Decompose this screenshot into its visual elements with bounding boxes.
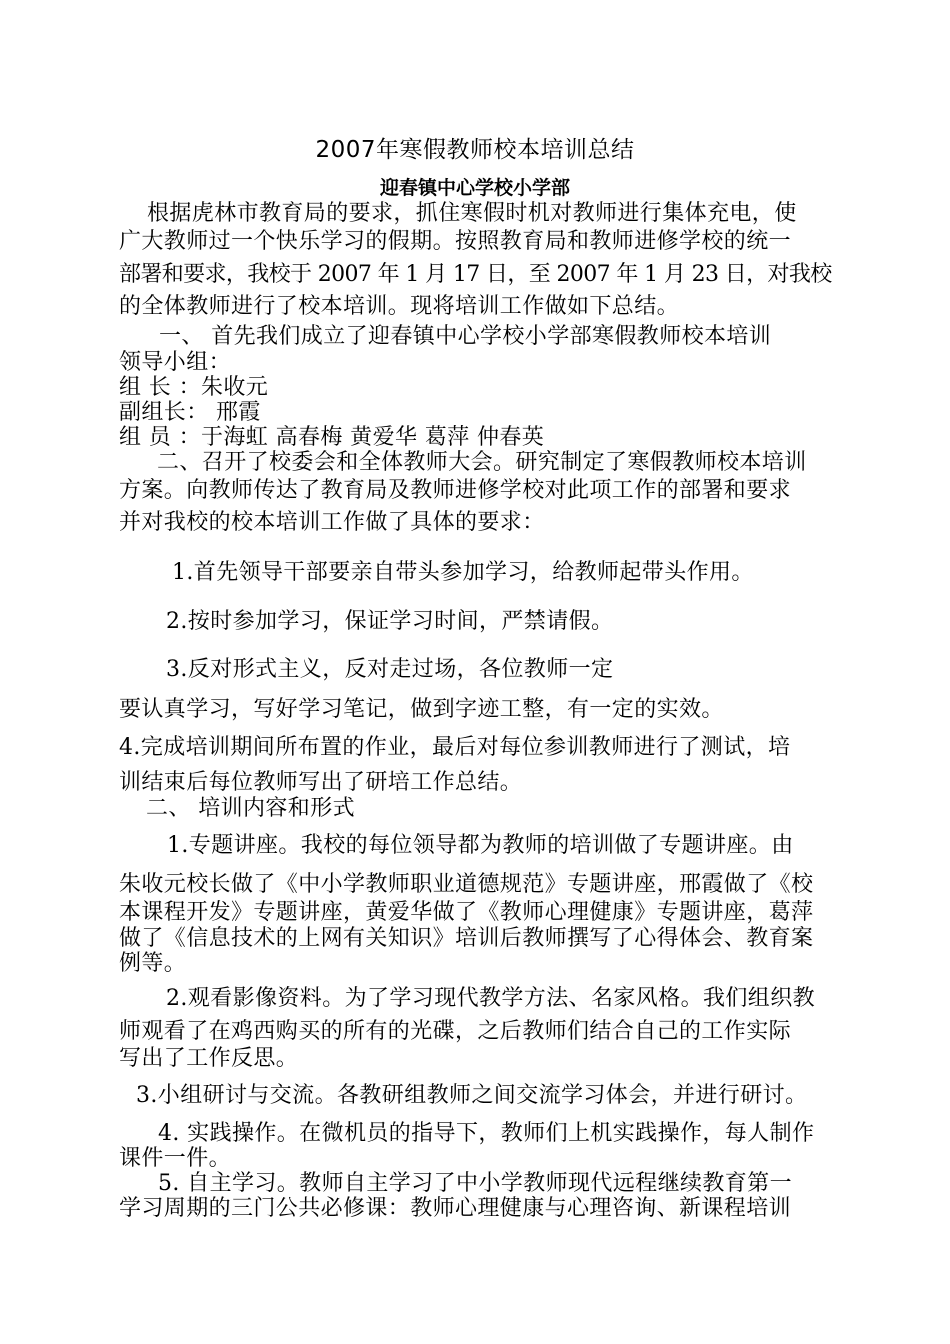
list-item: 2.按时参加学习，保证学习时间，严禁请假。 <box>166 609 614 634</box>
paragraph-line: 做了《信息技术的上网有关知识》培训后教师撰写了心得体会、教育案 <box>119 926 814 951</box>
paragraph-line: 的全体教师进行了校本培训。现将培训工作做如下总结。 <box>119 294 680 319</box>
list-item: 1.专题讲座。我校的每位领导都为教师的培训做了专题讲座。由 <box>167 833 794 858</box>
list-item: 组 员 ：于海虹 高春梅 黄爱华 葛萍 仲春英 <box>119 425 545 450</box>
paragraph-line: 广大教师过一个快乐学习的假期。按照教育局和教师进修学校的统一 <box>119 229 792 254</box>
list-item: 组 长 ：朱收元 <box>119 375 269 400</box>
list-item: 3.反对形式主义，反对走过场，各位教师一定 <box>166 657 614 682</box>
paragraph-line: 部署和要求，我校于 2007 年 1 月 17 日，至 2007 年 1 月 23 日，对我校 <box>119 262 832 287</box>
paragraph-line: 学习周期的三门公共必修课：教师心理健康与心理咨询、新课程培训 <box>119 1196 792 1221</box>
paragraph-line: 方案。向教师传达了教育局及教师进修学校对此项工作的部署和要求 <box>119 478 792 503</box>
paragraph-line: 朱收元校长做了《中小学教师职业道德规范》专题讲座，邢霞做了《校 <box>119 872 814 897</box>
list-item: 2.观看影像资料。为了学习现代教学方法、名家风格。我们组织教 <box>166 986 815 1011</box>
paragraph-line: 写出了工作反思。 <box>119 1046 299 1071</box>
paragraph-line: 课件一件。 <box>119 1146 232 1171</box>
paragraph-line: 训结束后每位教师写出了研培工作总结。 <box>119 770 523 795</box>
section-heading: 二、召开了校委会和全体教师大会。研究制定了寒假教师校本培训 <box>157 450 807 475</box>
paragraph-line: 例等。 <box>119 951 187 976</box>
paragraph-line: 根据虎林市教育局的要求，抓住寒假时机对教师进行集体充电，使 <box>147 201 797 226</box>
paragraph-line: 本课程开发》专题讲座，黄爱华做了《教师心理健康》专题讲座，葛萍 <box>119 900 814 925</box>
paragraph-line: 领导小组： <box>119 350 232 375</box>
document-subtitle: 迎春镇中心学校小学部 <box>379 177 570 199</box>
list-item: 副组长： 邢霞 <box>119 400 261 425</box>
paragraph-line: 并对我校的校本培训工作做了具体的要求： <box>119 510 545 535</box>
list-item: 4. 实践操作。在微机员的指导下，教师们上机实践操作，每人制作 <box>158 1121 815 1146</box>
paragraph-line: 要认真学习，写好学习笔记，做到字迹工整，有一定的实效。 <box>119 697 724 722</box>
paragraph-line: 师观看了在鸡西购买的所有的光碟，之后教师们结合自己的工作实际 <box>119 1019 792 1044</box>
list-item: 3.小组研讨与交流。各教研组教师之间交流学习体会，并进行研讨。 <box>136 1083 808 1108</box>
section-heading: 一、 首先我们成立了迎春镇中心学校小学部寒假教师校本培训 <box>159 324 772 349</box>
list-item: 1.首先领导干部要亲自带头参加学习，给教师起带头作用。 <box>172 560 754 585</box>
list-item: 4.完成培训期间所布置的作业，最后对每位参训教师进行了测试，培 <box>119 735 791 760</box>
section-heading: 二、 培训内容和形式 <box>146 796 355 821</box>
list-item: 5. 自主学习。教师自主学习了中小学教师现代远程继续教育第一 <box>158 1171 792 1196</box>
document-title: 2007年寒假教师校本培训总结 <box>315 137 635 163</box>
